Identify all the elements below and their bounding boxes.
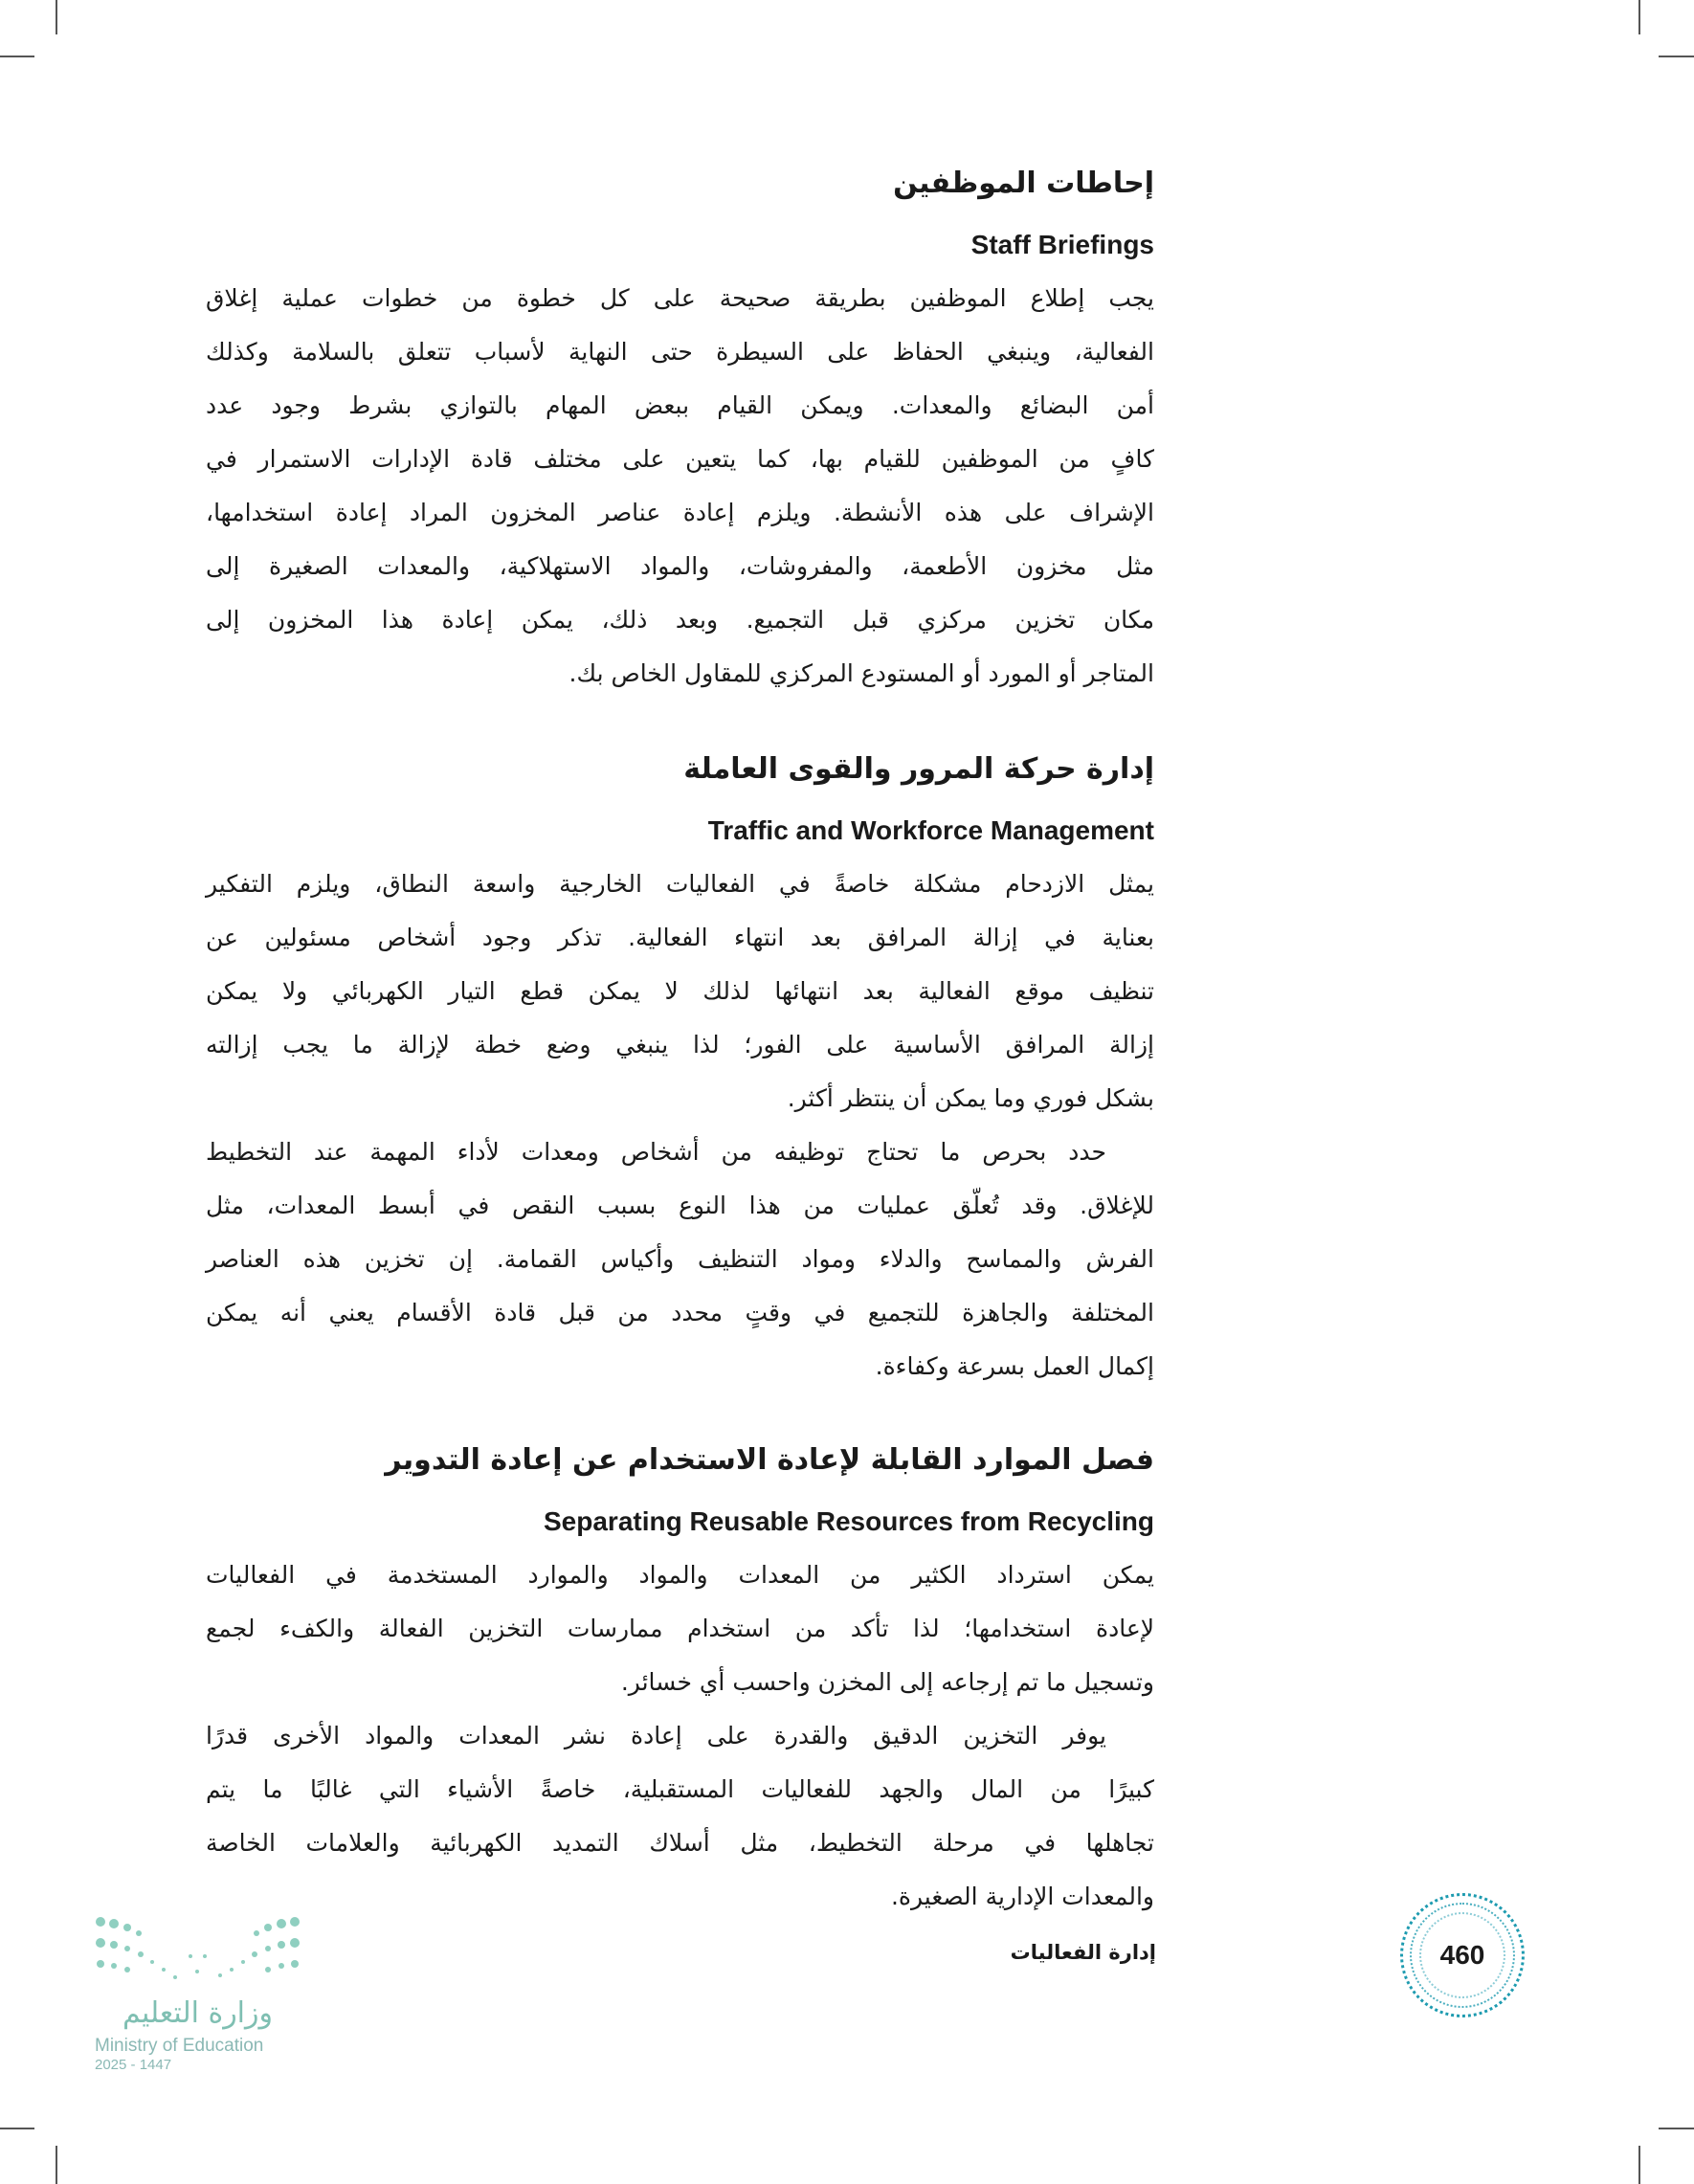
crop-mark: [1659, 56, 1694, 57]
ministry-logo: [95, 1914, 301, 2073]
text-line: المتاجر أو المورد أو المستودع المركزي للمقاول الخاص بك.: [568, 659, 1154, 687]
section-heading-arabic: إدارة حركة المرور والقوى العاملة: [683, 752, 1154, 786]
text-line: يوفر التخزين الدقيق والقدرة على إعادة نشر المعدات والمواد الأخرى قدرًا: [206, 1722, 1106, 1749]
section-traffic-workforce: [206, 748, 1154, 1393]
text-line: الفرش والمماسح والدلاء ومواد التنظيف وأكياس القمامة. إن تخزين هذه العناصر: [206, 1245, 1154, 1273]
text-line: أمن البضائع والمعدات. ويمكن القيام ببعض المهام بالتوازي بشرط وجود عدد: [206, 391, 1154, 419]
paragraph: [206, 1549, 1154, 1709]
text-line: حدد بحرص ما تحتاج توظيفه من أشخاص ومعدات لأداء المهمة عند التخطيط: [206, 1138, 1106, 1166]
text-line: بشكل فوري وما يمكن أن ينتظر أكثر.: [787, 1084, 1154, 1112]
crop-mark: [56, 0, 57, 34]
section-heading-arabic: إحاطات الموظفين: [893, 167, 1154, 200]
text-line: كافٍ من الموظفين للقيام بها، كما يتعين على مختلف قادة الإدارات الاستمرار في: [206, 445, 1154, 473]
paragraph: [206, 272, 1154, 701]
logo-english-name: Ministry of Education: [95, 2036, 264, 2056]
page-number: 460: [1439, 1940, 1485, 1970]
logo-year: 2025 - 1447: [95, 2057, 172, 2073]
paragraph: [206, 1709, 1154, 1924]
paragraph: [206, 1125, 1154, 1393]
text-line: الإشراف على هذه الأنشطة. ويلزم إعادة عناصر المخزون المراد إعادة استخدامها،: [206, 499, 1154, 526]
section-heading-english: Separating Reusable Resources from Recycling: [544, 1506, 1154, 1536]
text-line: بعناية في إزالة المرافق بعد انتهاء الفعالية. تذكر وجود أشخاص مسئولين عن: [206, 924, 1154, 951]
text-line: للإغلاق. وقد تُعلّق عمليات من هذا النوع بسبب النقص في أبسط المعدات، مثل: [206, 1192, 1154, 1219]
text-line: الفعالية، وينبغي الحفاظ على السيطرة حتى النهاية لأسباب تتعلق بالسلامة وكذلك: [206, 338, 1154, 366]
crop-mark: [0, 2128, 34, 2129]
text-line: تنظيف موقع الفعالية بعد انتهائها لذلك لا يمكن قطع التيار الكهربائي ولا يمكن: [206, 977, 1154, 1005]
crop-mark: [1659, 2128, 1694, 2129]
section-reusable-resources: [206, 1439, 1154, 1924]
text-line: المختلفة والجاهزة للتجميع في وقتٍ محدد من قبل قادة الأقسام يعني أنه يمكن: [206, 1299, 1154, 1326]
text-line: لإعادة استخدامها؛ لذا تأكد من استخدام ممارسات التخزين الفعالة والكفء لجمع: [206, 1615, 1154, 1642]
section-heading-english: Traffic and Workforce Management: [707, 815, 1154, 845]
text-line: يجب إطلاع الموظفين بطريقة صحيحة على كل خطوة من خطوات عملية إغلاق: [206, 284, 1154, 312]
crop-mark: [0, 56, 34, 57]
section-heading-arabic: فصل الموارد القابلة لإعادة الاستخدام عن إعادة التدوير: [385, 1443, 1154, 1477]
text-line: وتسجيل ما تم إرجاعه إلى المخزن واحسب أي خسائر.: [620, 1668, 1154, 1696]
crop-mark: [1638, 2146, 1640, 2184]
text-line: يمكن استرداد الكثير من المعدات والمواد والموارد المستخدمة في الفعاليات: [206, 1561, 1154, 1589]
text-line: مثل مخزون الأطعمة، والمفروشات، والمواد الاستهلاكية، والمعدات الصغيرة إلى: [206, 552, 1154, 580]
text-line: مكان تخزين مركزي قبل التجميع. وبعد ذلك، يمكن إعادة هذا المخزون إلى: [206, 606, 1154, 634]
page-number-badge: [1400, 1893, 1525, 2017]
crop-mark: [56, 2146, 57, 2184]
text-line: كبيرًا من المال والجهد للفعاليات المستقبلية، خاصةً الأشياء التي غالبًا ما يتم: [206, 1775, 1154, 1803]
ministry-dots-icon: [95, 1914, 301, 1981]
paragraph: [206, 858, 1154, 1125]
text-line: والمعدات الإدارية الصغيرة.: [890, 1883, 1154, 1910]
section-staff-briefings: [206, 163, 1154, 701]
text-line: إزالة المرافق الأساسية على الفور؛ لذا ينبغي وضع خطة لإزالة ما يجب إزالته: [206, 1031, 1154, 1059]
logo-arabic-name: وزارة التعليم: [122, 1996, 273, 2030]
text-line: إكمال العمل بسرعة وكفاءة.: [875, 1352, 1154, 1380]
text-line: يمثل الازدحام مشكلة خاصةً في الفعاليات الخارجية واسعة النطاق، ويلزم التفكير: [206, 870, 1154, 898]
section-heading-english: Staff Briefings: [970, 230, 1154, 259]
text-line: تجاهلها في مرحلة التخطيط، مثل أسلاك التمديد الكهربائية والعلامات الخاصة: [206, 1829, 1154, 1857]
book-title: إدارة الفعاليات: [1010, 1941, 1156, 1964]
crop-mark: [1638, 0, 1640, 34]
